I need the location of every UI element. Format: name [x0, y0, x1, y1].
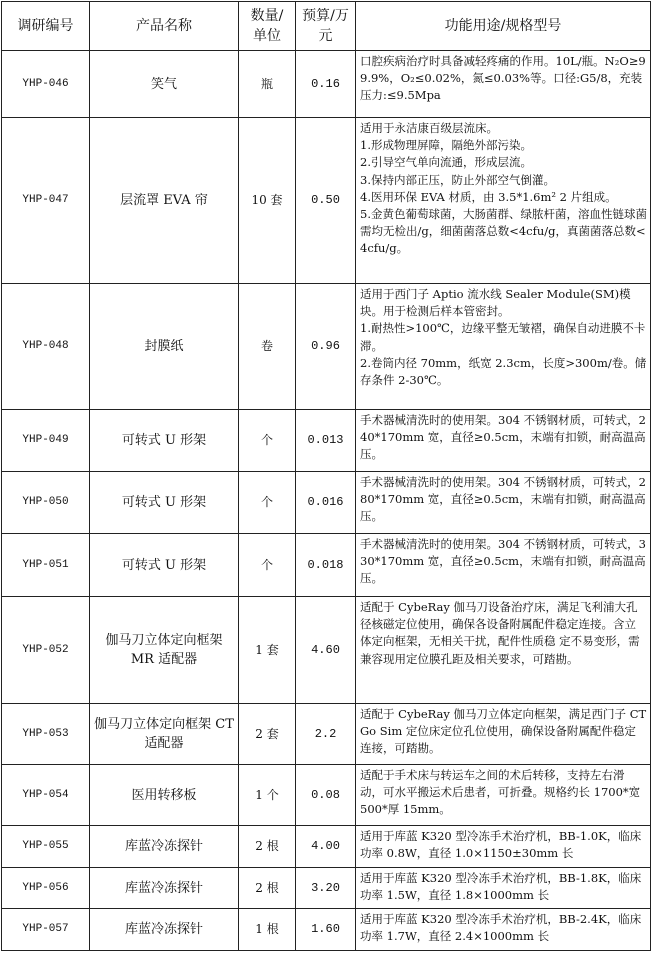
row-budget: 0.96	[296, 284, 356, 410]
row-budget: 0.50	[296, 118, 356, 284]
table-row	[2, 704, 651, 765]
header-budget: 预算/万元	[296, 2, 356, 51]
row-budget: 2.2	[296, 704, 356, 765]
row-code: YHP-047	[2, 118, 90, 284]
table-row	[2, 765, 651, 826]
table-row	[2, 597, 651, 704]
row-spec: 适用于西门子 Aptio 流水线 Sealer Module(SM)模块。用于检测后样本管密封。 1.耐热性>100℃，边缘平整无皱褶，确保自动进膜不卡滞。 2.卷筒内径 70mm，纸宽 2.3cm，长度>300m/卷。储存条件 2-30℃。	[356, 284, 651, 410]
row-name: 笑气	[90, 51, 239, 118]
procurement-table	[1, 1, 651, 951]
row-qty: 1 个	[239, 765, 296, 826]
table-row	[2, 410, 651, 472]
header-qty: 数量/单位	[239, 2, 296, 51]
row-qty: 2 套	[239, 704, 296, 765]
row-name: 库蓝冷冻探针	[90, 826, 239, 868]
row-code: YHP-054	[2, 765, 90, 826]
table-row	[2, 534, 651, 597]
row-budget: 0.16	[296, 51, 356, 118]
row-code: YHP-056	[2, 868, 90, 909]
table-row	[2, 284, 651, 410]
row-budget: 0.013	[296, 410, 356, 472]
row-name: 库蓝冷冻探针	[90, 868, 239, 909]
row-budget: 4.60	[296, 597, 356, 704]
row-name: 库蓝冷冻探针	[90, 909, 239, 951]
row-spec: 口腔疾病治疗时具备减轻疼痛的作用。10L/瓶。N₂O≥99.9%，O₂≤0.02%，氮≤0.03%等。口径:G5/8，充装压力:≤9.5Mpa	[356, 51, 651, 118]
row-name: 伽马刀立体定向框架 CT 适配器	[90, 704, 239, 765]
row-name: 可转式 U 形架	[90, 410, 239, 472]
row-code: YHP-051	[2, 534, 90, 597]
row-qty: 1 根	[239, 909, 296, 951]
row-spec: 手术器械清洗时的使用架。304 不锈钢材质，可转式，240*170mm 宽，直径≥0.5cm，末端有扣锁，耐高温高压。	[356, 410, 651, 472]
row-spec: 适配于手术床与转运车之间的术后转移，支持左右滑动，可水平搬运术后患者，可折叠。规格约长 1700*宽 500*厚 15mm。	[356, 765, 651, 826]
row-code: YHP-049	[2, 410, 90, 472]
row-code: YHP-057	[2, 909, 90, 951]
row-qty: 卷	[239, 284, 296, 410]
row-qty: 10 套	[239, 118, 296, 284]
table-row	[2, 909, 651, 951]
row-qty: 瓶	[239, 51, 296, 118]
row-budget: 4.00	[296, 826, 356, 868]
row-qty: 2 根	[239, 868, 296, 909]
row-qty: 个	[239, 534, 296, 597]
row-spec: 手术器械清洗时的使用架。304 不锈钢材质，可转式，280*170mm 宽，直径≥0.5cm，末端有扣锁，耐高温高压。	[356, 472, 651, 534]
table-row	[2, 826, 651, 868]
header-row	[2, 2, 651, 51]
table-row	[2, 868, 651, 909]
header-spec: 功能用途/规格型号	[356, 2, 651, 51]
row-budget: 0.016	[296, 472, 356, 534]
row-spec: 适配于 CybeRay 伽马刀立体定向框架，满足西门子 CT Go Sim 定位床定位孔位使用，确保设备附属配件稳定连接，可踏勘。	[356, 704, 651, 765]
row-name: 可转式 U 形架	[90, 472, 239, 534]
table-row	[2, 472, 651, 534]
row-qty: 个	[239, 472, 296, 534]
row-spec: 手术器械清洗时的使用架。304 不锈钢材质，可转式，330*170mm 宽，直径≥0.5cm，末端有扣锁，耐高温高压。	[356, 534, 651, 597]
row-budget: 0.08	[296, 765, 356, 826]
row-budget: 3.20	[296, 868, 356, 909]
row-code: YHP-052	[2, 597, 90, 704]
row-budget: 1.60	[296, 909, 356, 951]
row-spec: 适用于库蓝 K320 型冷冻手术治疗机，BB-1.8K，临床功率 1.5W，直径 1.8×1000mm 长	[356, 868, 651, 909]
row-code: YHP-053	[2, 704, 90, 765]
row-qty: 个	[239, 410, 296, 472]
row-name: 医用转移板	[90, 765, 239, 826]
row-qty: 2 根	[239, 826, 296, 868]
row-name: 封膜纸	[90, 284, 239, 410]
header-code: 调研编号	[2, 2, 90, 51]
row-code: YHP-050	[2, 472, 90, 534]
header-name: 产品名称	[90, 2, 239, 51]
row-name: 可转式 U 形架	[90, 534, 239, 597]
row-spec: 适用于库蓝 K320 型冷冻手术治疗机，BB-2.4K，临床功率 1.7W，直径 2.4×1000mm 长	[356, 909, 651, 951]
table-row	[2, 118, 651, 284]
row-spec: 适配于 CybeRay 伽马刀设备治疗床，满足飞利浦大孔径核磁定位使用，确保各设备附属配件稳定连接。含立体定向框架，无相关干扰，配件性质稳 定不易变形，需兼容现用定位膜孔距及相关要求，可踏勘。	[356, 597, 651, 704]
table-row	[2, 51, 651, 118]
row-budget: 0.018	[296, 534, 356, 597]
row-qty: 1 套	[239, 597, 296, 704]
row-spec: 适用于库蓝 K320 型冷冻手术治疗机，BB-1.0K，临床功率 0.8W，直径 1.0×1150±30mm 长	[356, 826, 651, 868]
row-spec: 适用于永洁康百级层流床。 1.形成物理屏障，隔绝外部污染。 2.引导空气单向流通，形成层流。 3.保持内部正压，防止外部空气倒灌。 4.医用环保 EVA 材质，由 3.5*1.6m² 2 片组成。 5.金黄色葡萄球菌，大肠菌群、绿脓杆菌，溶血性链球菌需均无检出/g，细菌菌落总数<4cfu/g，真菌菌落总数<4cfu/g。	[356, 118, 651, 284]
row-code: YHP-048	[2, 284, 90, 410]
row-name: 层流罩 EVA 帘	[90, 118, 239, 284]
row-code: YHP-046	[2, 51, 90, 118]
row-name: 伽马刀立体定向框架 MR 适配器	[90, 597, 239, 704]
row-code: YHP-055	[2, 826, 90, 868]
